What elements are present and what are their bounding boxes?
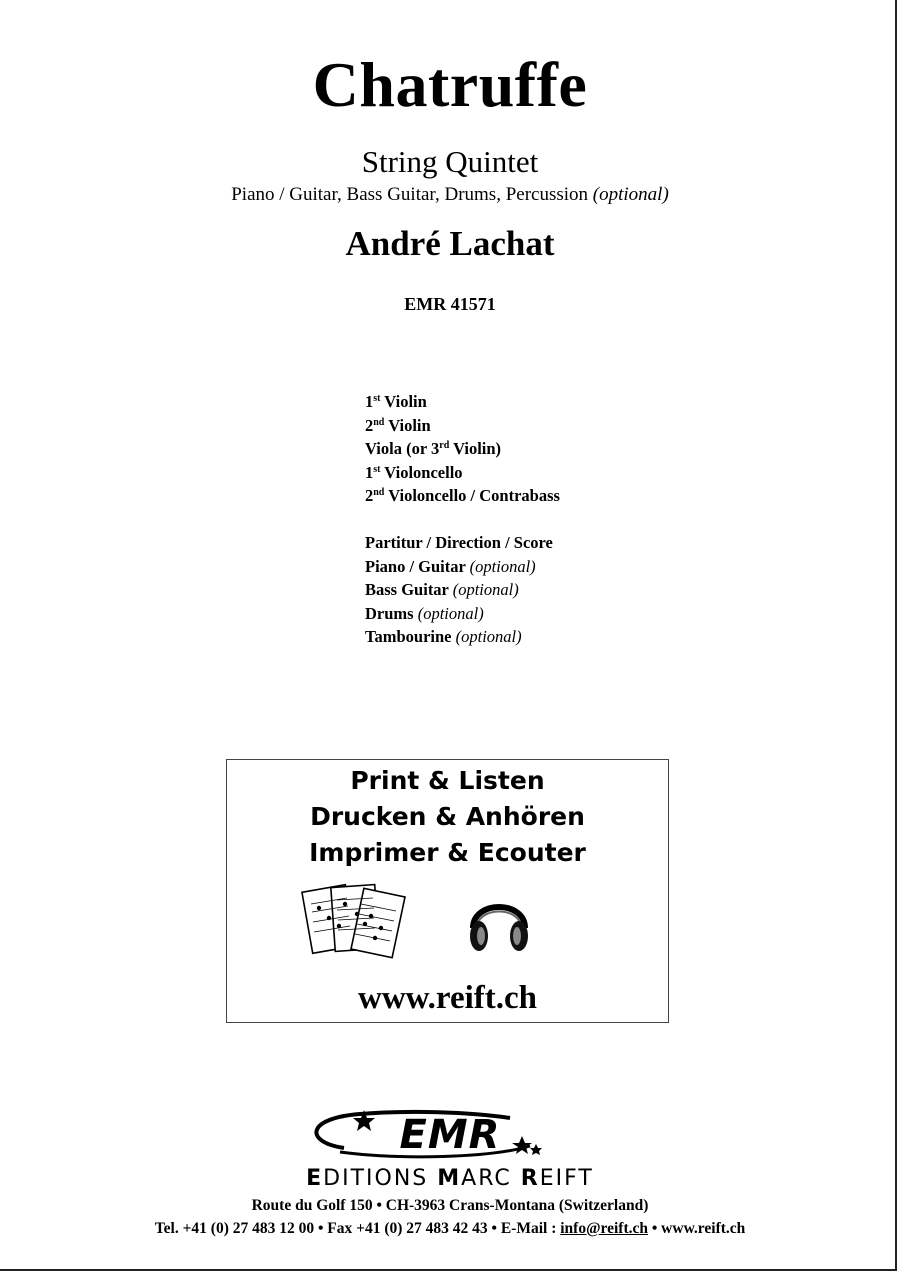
- catalog-number: EMR 41571: [404, 294, 496, 314]
- subtitle: String Quintet: [361, 144, 539, 179]
- part-item: 2nd Violoncello / Contrabass: [365, 486, 560, 505]
- publisher-contact: Tel. +41 (0) 27 483 12 00 • Fax +41 (0) 27 483 42 43 • E-Mail : info@reift.ch • www.reift.ch: [154, 1220, 746, 1237]
- part-item: Piano / Guitar (optional): [365, 556, 536, 576]
- part-item: 1st Violin: [365, 392, 427, 411]
- headphones-icon: [463, 886, 535, 958]
- instrumentation-line: [0, 184, 900, 206]
- promo-line-german: Drucken & Anhören: [310, 802, 585, 831]
- part-item: Tambourine (optional): [365, 627, 522, 646]
- other-parts-list: [365, 531, 553, 649]
- emr-logo-text: EMR: [399, 1112, 501, 1158]
- part-item: 1st Violoncello: [365, 462, 463, 482]
- publisher-address: Route du Golf 150 • CH-3963 Crans-Montana (Switzerland): [251, 1197, 649, 1214]
- promo-website-link[interactable]: www.reift.ch: [357, 980, 538, 1016]
- page-title: Chatruffe: [312, 49, 588, 120]
- promo-line-french: Imprimer & Ecouter: [309, 838, 586, 867]
- print-listen-box[interactable]: [226, 759, 669, 1023]
- instrumentation-text: Piano / Guitar, Bass Guitar, Drums, Percussion: [231, 184, 589, 205]
- part-item: Viola (or 3rd Violin): [365, 439, 502, 458]
- string-parts-list: [365, 390, 560, 508]
- promo-line-english: Print & Listen: [350, 766, 545, 795]
- part-item: Bass Guitar (optional): [365, 580, 519, 599]
- instrumentation-optional: (optional): [592, 184, 669, 205]
- composer-name: André Lachat: [345, 224, 555, 263]
- part-item: 2nd Violin: [365, 415, 431, 435]
- part-item: Drums (optional): [365, 603, 484, 623]
- sheet-music-icon: [299, 878, 411, 966]
- email-link[interactable]: info@reift.ch: [560, 1220, 648, 1237]
- publisher-name: EDITIONS MARC REIFT: [306, 1166, 594, 1191]
- part-item: Partitur / Direction / Score: [365, 533, 553, 552]
